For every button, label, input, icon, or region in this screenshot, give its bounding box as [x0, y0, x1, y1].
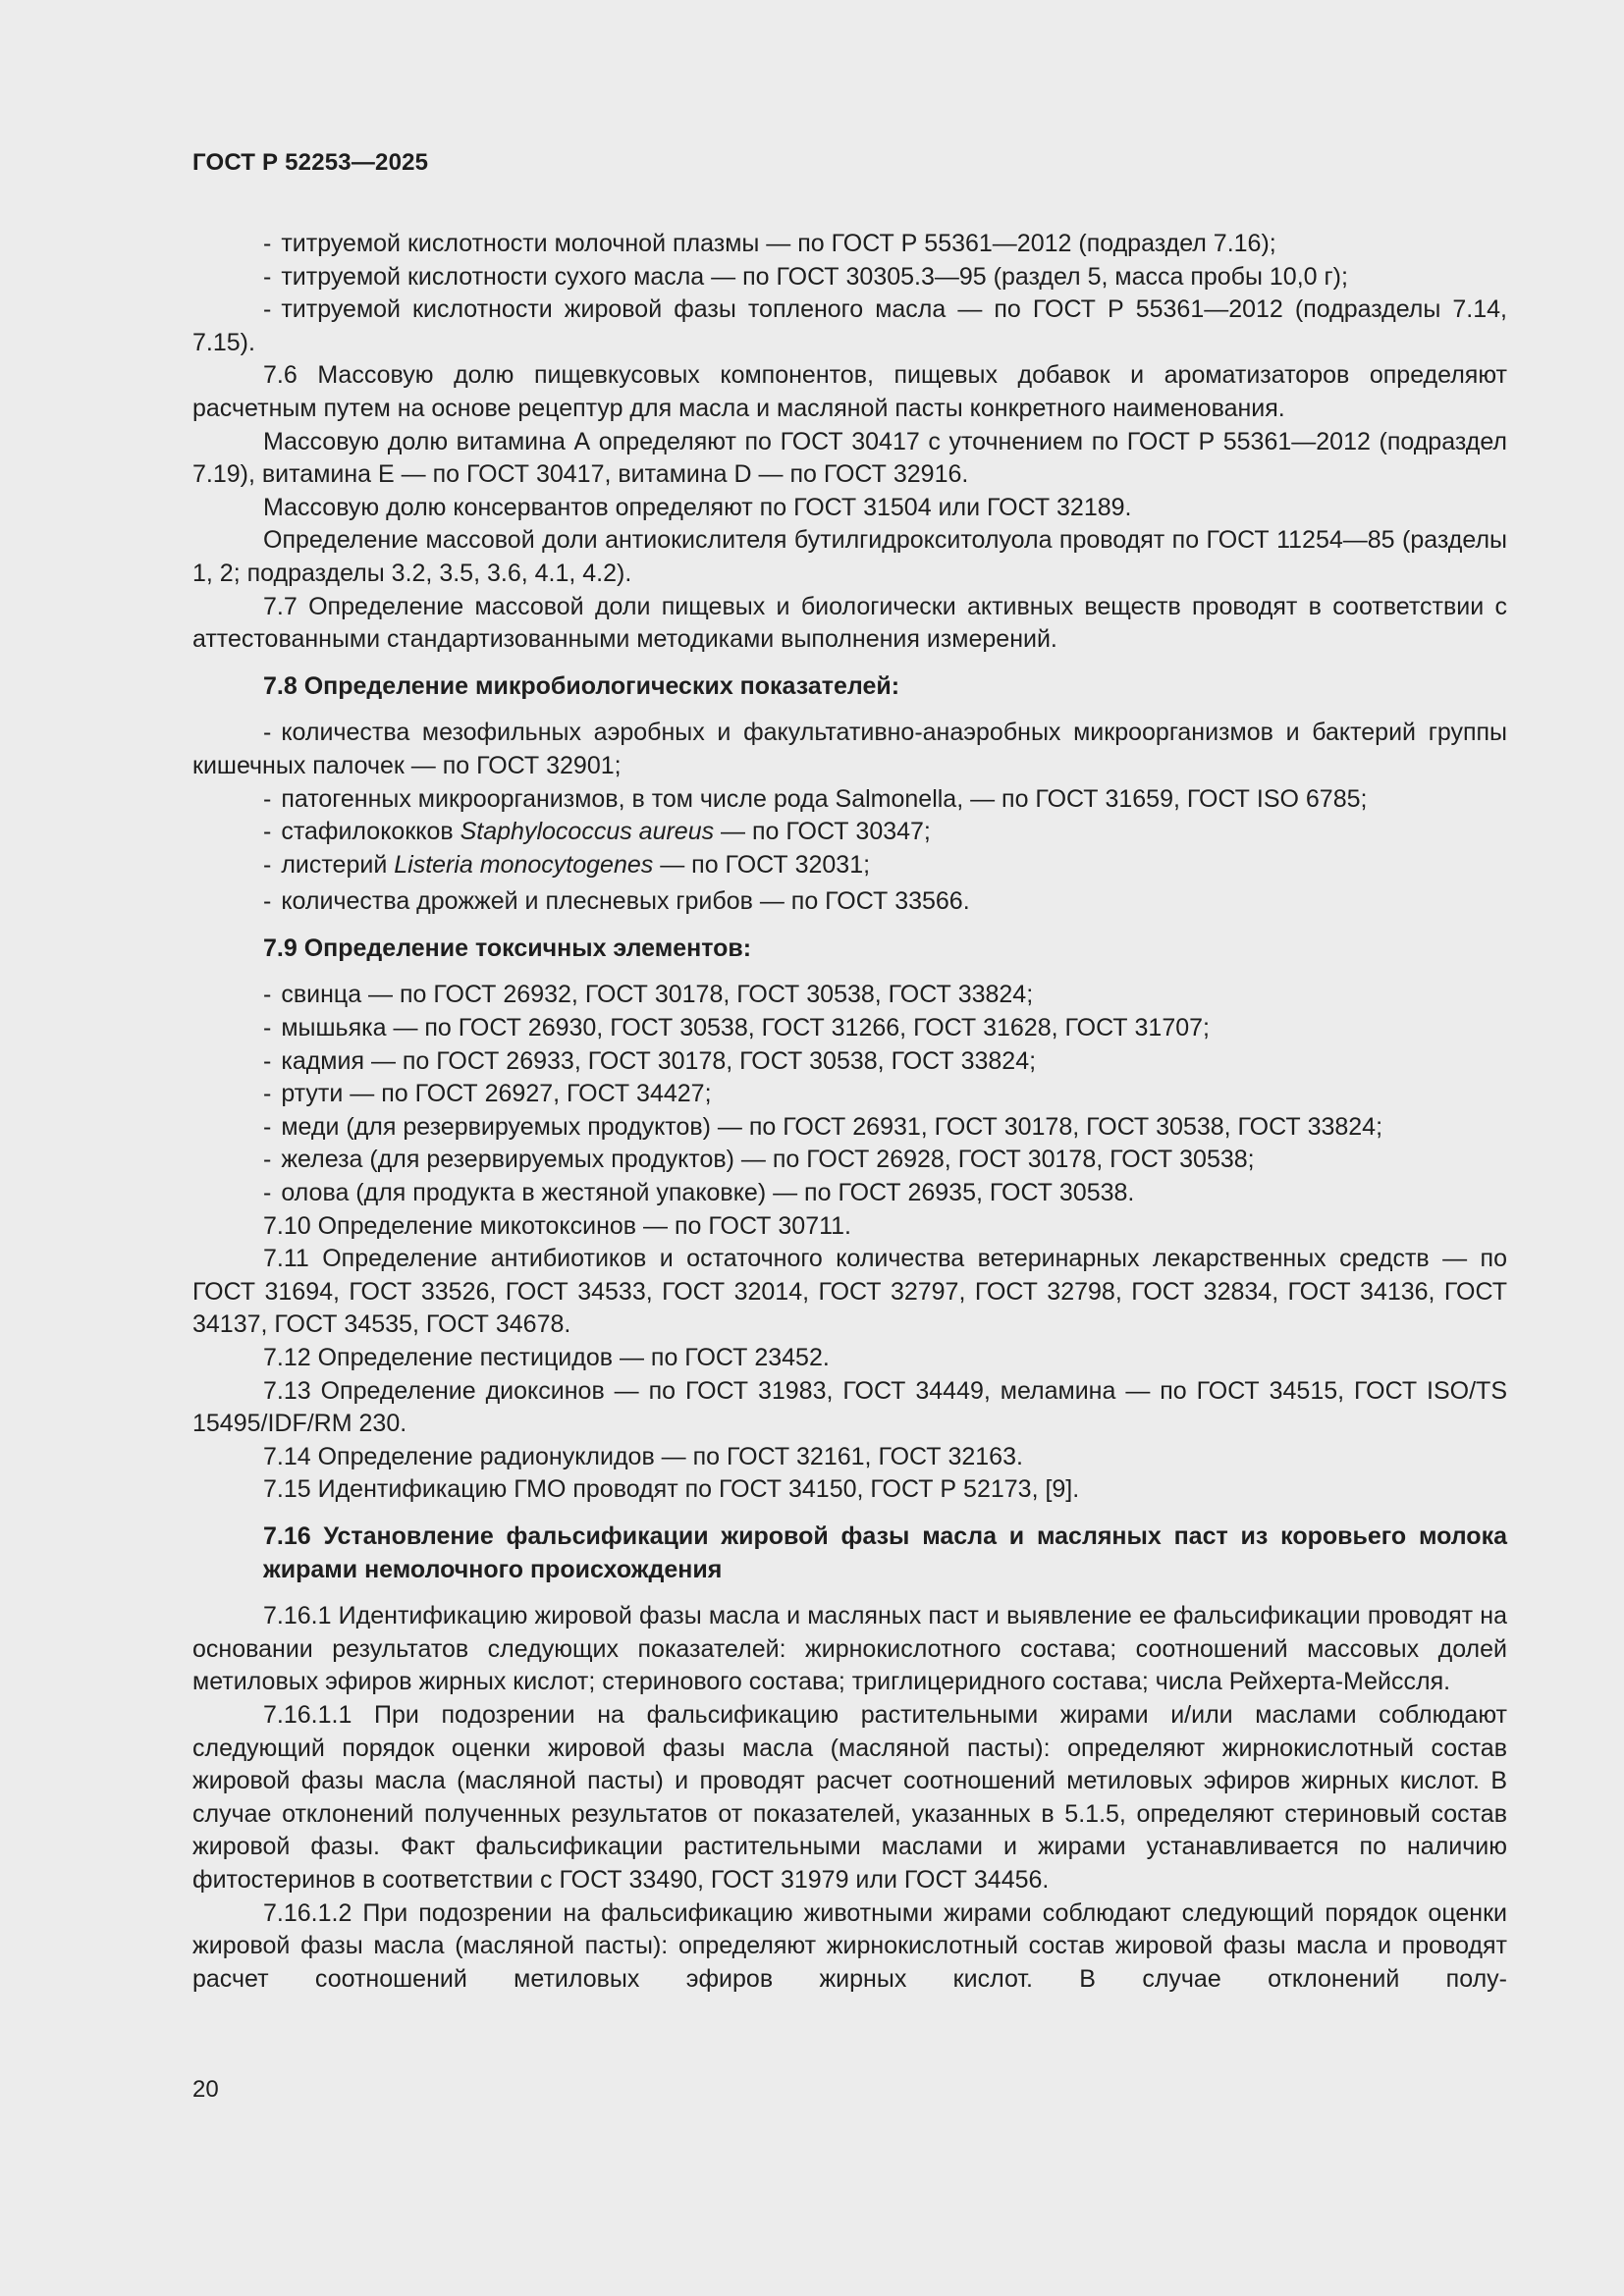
paragraph-preservatives: Массовую долю консервантов определяют по ГОСТ 31504 или ГОСТ 32189.	[263, 493, 1132, 521]
paragraph-7-7: 7.7 Определение массовой доли пищевых и биологически активных веществ проводят в соответствии с аттестованными стандартизованными методиками выполнения измерений.	[192, 592, 1507, 654]
list-item: - кадмия — по ГОСТ 26933, ГОСТ 30178, ГОСТ 30538, ГОСТ 33824;	[263, 1046, 1037, 1075]
list-item: - олова (для продукта в жестяной упаковке) — по ГОСТ 26935, ГОСТ 30538.	[263, 1179, 1135, 1207]
paragraph-vitamins: Массовую долю витамина А определяют по ГОСТ 30417 с уточнением по ГОСТ Р 55361—2012 (подраздел 7.19), витамина Е — по ГОСТ 30417, витамина D — по ГОСТ 32916.	[192, 427, 1507, 489]
list-item: - титруемой кислотности сухого масла — по ГОСТ 30305.3—95 (раздел 5, масса пробы 10,0 г);	[263, 262, 1348, 291]
paragraph-7-14: 7.14 Определение радионуклидов — по ГОСТ 32161, ГОСТ 32163.	[263, 1442, 1023, 1470]
section-heading-7-8: 7.8 Определение микробиологических показателей:	[263, 671, 900, 700]
list-item: - мышьяка — по ГОСТ 26930, ГОСТ 30538, ГОСТ 31266, ГОСТ 31628, ГОСТ 31707;	[263, 1014, 1210, 1042]
paragraph-7-15: 7.15 Идентификацию ГМО проводят по ГОСТ 34150, ГОСТ Р 52173, [9].	[263, 1475, 1080, 1504]
list-item: - титруемой кислотности жировой фазы топленого масла — по ГОСТ Р 55361—2012 (подразделы 7.14, 7.15).	[192, 295, 1507, 356]
document-header-code: ГОСТ Р 52253—2025	[192, 149, 429, 176]
document-body	[192, 228, 1507, 1996]
paragraph-7-10: 7.10 Определение микотоксинов — по ГОСТ 30711.	[263, 1211, 851, 1240]
list-item: - количества дрожжей и плесневых грибов — по ГОСТ 33566.	[263, 887, 970, 916]
section-heading-7-16: 7.16 Установление фальсификации жировой фазы масла и масляных паст из коровьего молока жирами немолочного происхождения	[263, 1522, 1507, 1583]
list-item: - титруемой кислотности молочной плазмы — по ГОСТ Р 55361—2012 (подраздел 7.16);	[263, 230, 1276, 257]
paragraph-7-13: 7.13 Определение диоксинов — по ГОСТ 31983, ГОСТ 34449, меламина — по ГОСТ 34515, ГОСТ ISO/TS 15495/IDF/RM 230.	[192, 1376, 1507, 1438]
paragraph-7-16-1: 7.16.1 Идентификацию жировой фазы масла и масляных паст и выявление ее фальсификации проводят на основании результатов следующих показателей: жирнокислотного состава; соотношений массовых долей метиловых эфиров жирных кислот; стеринового состава; триглицеридного состава; числа Рейхерта-Мейссля.	[192, 1602, 1507, 1696]
list-item: - стафилококков Staphylococcus aureus — по ГОСТ 30347;	[263, 818, 931, 846]
list-item: - свинца — по ГОСТ 26932, ГОСТ 30178, ГОСТ 30538, ГОСТ 33824;	[263, 981, 1034, 1009]
list-item: - количества мезофильных аэробных и факультативно-анаэробных микроорганизмов и бактерий группы кишечных палочек — по ГОСТ 32901;	[192, 719, 1507, 779]
paragraph-antioxidant: Определение массовой доли антиокислителя бутилгидрокситолуола проводят по ГОСТ 11254—85 (разделы 1, 2; подразделы 3.2, 3.5, 3.6, 4.1, 4.2).	[192, 526, 1507, 587]
list-item: - листерий Listeria monocytogenes — по ГОСТ 32031;	[263, 850, 871, 879]
list-item: - меди (для резервируемых продуктов) — по ГОСТ 26931, ГОСТ 30178, ГОСТ 30538, ГОСТ 33824;	[263, 1112, 1383, 1141]
list-item: - железа (для резервируемых продуктов) — по ГОСТ 26928, ГОСТ 30178, ГОСТ 30538;	[263, 1146, 1255, 1174]
paragraph-7-16-1-2: 7.16.1.2 При подозрении на фальсификацию животными жирами соблюдают следующий порядок оценки жировой фазы масла (масляной пасты): определяют жирнокислотный состав жировой фазы масла и проводят расчет соотношений метиловых эфиров жирных кислот. В случае отклонений полу-	[192, 1898, 1507, 1993]
paragraph-7-11: 7.11 Определение антибиотиков и остаточного количества ветеринарных лекарственных средств — по ГОСТ 31694, ГОСТ 33526, ГОСТ 34533, ГОСТ 32014, ГОСТ 32797, ГОСТ 32798, ГОСТ 32834, ГОСТ 34136, ГОСТ 34137, ГОСТ 34535, ГОСТ 34678.	[192, 1245, 1507, 1339]
list-item: - ртути — по ГОСТ 26927, ГОСТ 34427;	[263, 1080, 712, 1108]
section-heading-7-9: 7.9 Определение токсичных элементов:	[263, 934, 752, 962]
page-number: 20	[192, 2076, 219, 2103]
paragraph-7-16-1-1: 7.16.1.1 При подозрении на фальсификацию растительными жирами и/или маслами соблюдают следующий порядок оценки жировой фазы масла (масляной пасты): определяют жирнокислотный состав жировой фазы масла (масляной пасты) и проводят расчет соотношений метиловых эфиров жирных кислот. В случае отклонений полученных результатов от показателей, указанных в 5.1.5, определяют стериновый состав жировой фазы. Факт фальсификации растительными маслами и жирами устанавливается по наличию фитостеринов в соответствии с ГОСТ 33490, ГОСТ 31979 или ГОСТ 34456.	[192, 1700, 1507, 1894]
paragraph-7-12: 7.12 Определение пестицидов — по ГОСТ 23452.	[263, 1344, 830, 1371]
paragraph-7-6: 7.6 Массовую долю пищевкусовых компонентов, пищевых добавок и ароматизаторов определяют расчетным путем на основе рецептур для масла и масляной пасты конкретного наименования.	[192, 361, 1507, 422]
list-item: - патогенных микроорганизмов, в том числе рода Salmonella, — по ГОСТ 31659, ГОСТ ISO 6785;	[263, 784, 1368, 813]
